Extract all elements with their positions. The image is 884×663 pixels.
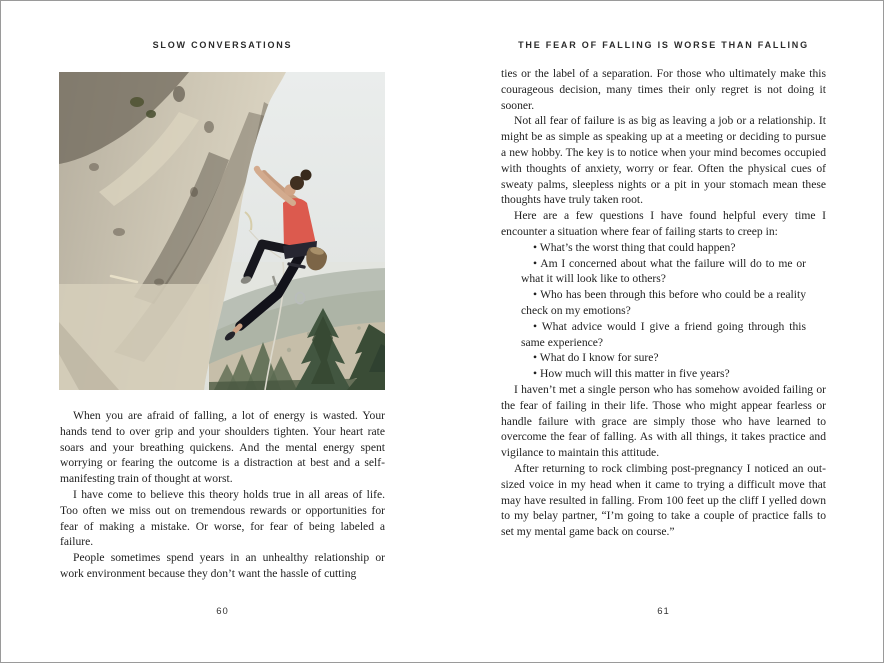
climbing-photo-illustration xyxy=(59,72,385,390)
question-list xyxy=(501,240,826,382)
page-number-right: 61 xyxy=(657,606,670,617)
page-number-left: 60 xyxy=(216,606,229,617)
paragraph: Not all fear of failure is as big as leaving a job or a relationship. It might be as simple as speaking up at a meeting or deciding to pursue a new hobby. The key is to notice when your mind becomes occupied with thoughts of anxiety, worry or fear. Often the physical cues of sweaty palms, sleepless nights or a pit in your stomach mean these thoughts have truly taken root. xyxy=(501,114,826,207)
paragraph: People sometimes spend years in an unhealthy relationship or work environment because they don’t want the hassle of cutting xyxy=(60,551,385,580)
bullet-item: • What advice would I give a friend going through this same experience? xyxy=(521,319,806,349)
bullet-item: • Who has been through this before who could be a reality check on my emotions? xyxy=(521,288,806,317)
bullet-item: • Am I concerned about what the failure will do to me or what it will look like to others? xyxy=(521,256,806,286)
bullet-item: • How much will this matter in five years? xyxy=(533,367,730,381)
paragraph: When you are afraid of falling, a lot of energy is wasted. Your hands tend to over grip and your shoulders tighten. Your heart rate soars and your breathing quickens. And the mental energy spent worrying or fearing the outcome is a distraction at best and a self-manifesting train of thought at worst. xyxy=(60,409,385,486)
paragraph: I have come to believe this theory holds true in all areas of life. Too often we miss out on tremendous rewards or opportunities for fear of making a mistake. Or worse, for fear of being labeled a failure. xyxy=(60,487,385,549)
right-page xyxy=(442,0,884,663)
running-head-right: THE FEAR OF FALLING IS WORSE THAN FALLING xyxy=(518,40,809,50)
bullet-item: • What’s the worst thing that could happen? xyxy=(533,240,736,254)
bullet-item: • What do I know for sure? xyxy=(533,351,659,365)
paragraph: I haven’t met a single person who has somehow avoided failing or the fear of failing in their life. Those who might appear fearless or handle failure with grace are simply those who have learned to overcome the fear of falling. As with all things, it takes practice and vigilance to maintain this attitude. xyxy=(501,382,826,460)
paragraph: ties or the label of a separation. For those who ultimately make this courageous decision, many times their only regret is not doing it sooner. xyxy=(501,67,826,112)
paragraph: After returning to rock climbing post-pregnancy I noticed an out-sized voice in my head when it came to trying a difficult move that may have resulted in falling. From 100 feet up the cliff I yelled down to my belay partner, “I’m going to take a couple of practice falls to set my mental game back on course.” xyxy=(501,461,826,539)
left-page-body xyxy=(60,408,385,582)
paragraph: Here are a few questions I have found helpful every time I encounter a situation where fear of failing starts to creep in: xyxy=(501,209,826,238)
climbing-photo xyxy=(59,72,385,390)
running-head-left: SLOW CONVERSATIONS xyxy=(152,40,293,50)
right-page-body xyxy=(501,66,826,540)
